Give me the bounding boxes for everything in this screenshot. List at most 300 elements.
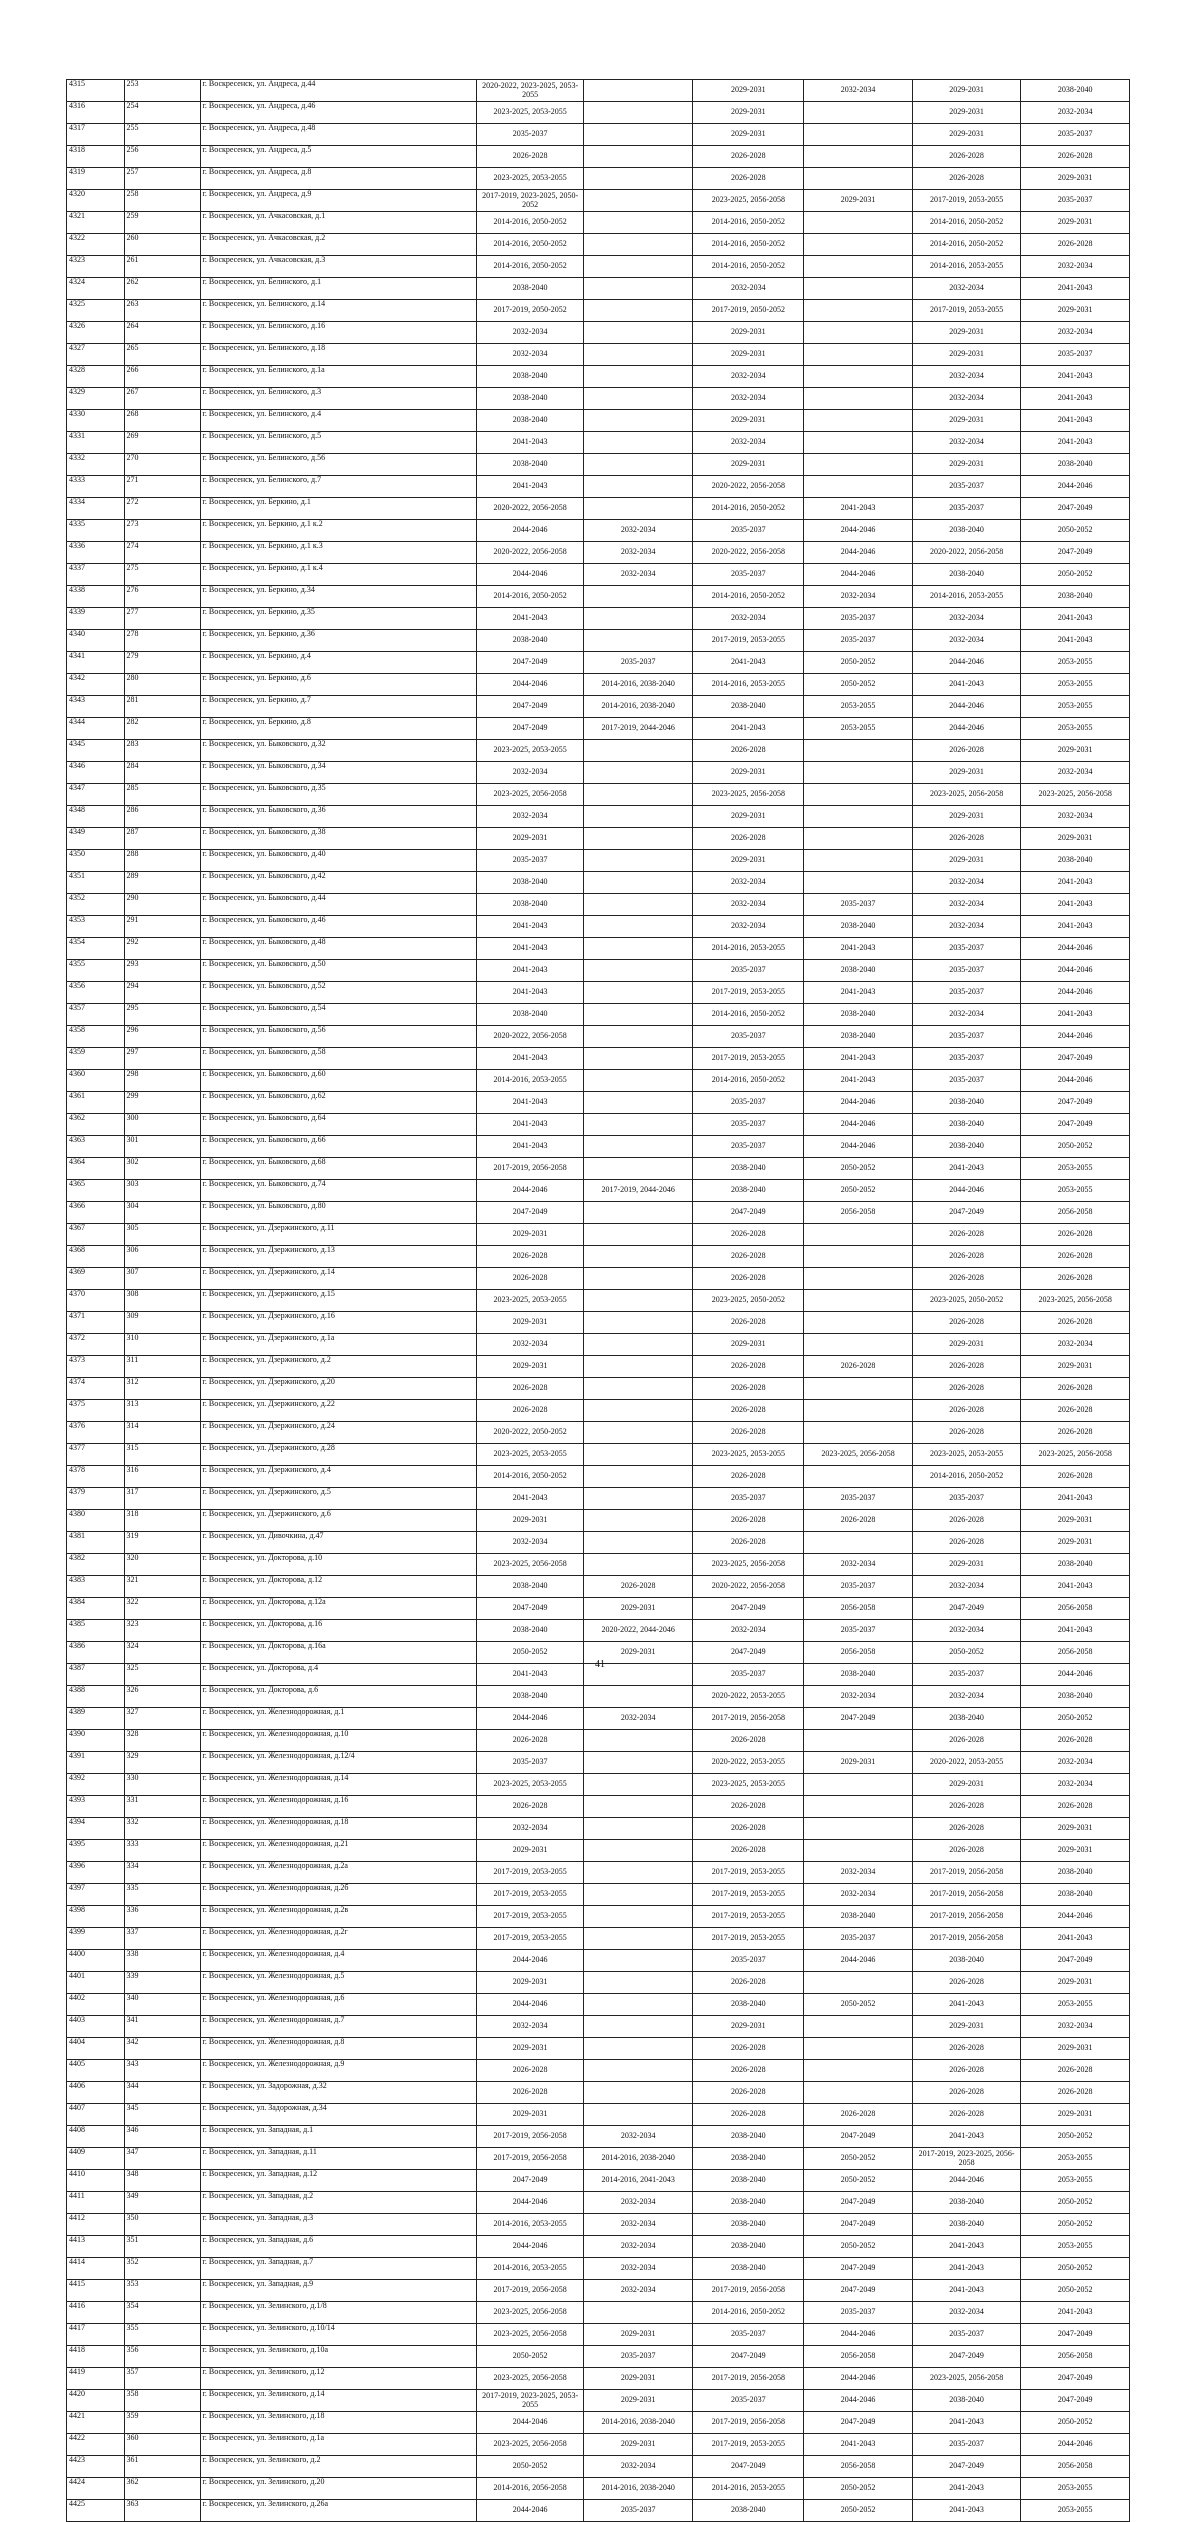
- period-6-cell: 2029-2031: [1021, 1972, 1130, 1994]
- address-cell: г. Воскресенск, ул. Беркино, д.1 к.4: [200, 564, 477, 586]
- row-id-cell: 4325: [67, 300, 125, 322]
- address-cell: г. Воскресенск, ул. Докторова, д.16а: [200, 1642, 477, 1664]
- period-1-cell: 2041-2043: [477, 1664, 583, 1686]
- row-id-cell: 4395: [67, 1840, 125, 1862]
- period-3-cell: 2038-2040: [693, 696, 804, 718]
- period-3-cell: 2017-2019, 2056-2058: [693, 2280, 804, 2302]
- period-6-cell: 2053-2055: [1021, 1180, 1130, 1202]
- period-3-cell: 2038-2040: [693, 2170, 804, 2192]
- period-2-cell: [583, 344, 693, 366]
- table-row: [67, 1840, 1130, 1862]
- row-id-cell: 4319: [67, 168, 125, 190]
- table-row: [67, 894, 1130, 916]
- address-cell: г. Воскресенск, ул. Быковского, д.48: [200, 938, 477, 960]
- period-3-cell: 2026-2028: [693, 2104, 804, 2126]
- row-id-cell: 4403: [67, 2016, 125, 2038]
- period-5-cell: 2029-2031: [912, 2016, 1021, 2038]
- period-5-cell: 2017-2019, 2056-2058: [912, 1862, 1021, 1884]
- period-4-cell: 2044-2046: [804, 1950, 913, 1972]
- row-seq-cell: 353: [124, 2280, 200, 2302]
- row-id-cell: 4389: [67, 1708, 125, 1730]
- row-id-cell: 4323: [67, 256, 125, 278]
- period-1-cell: 2038-2040: [477, 388, 583, 410]
- row-seq-cell: 293: [124, 960, 200, 982]
- period-4-cell: 2056-2058: [804, 1642, 913, 1664]
- period-6-cell: 2035-2037: [1021, 344, 1130, 366]
- period-1-cell: 2044-2046: [477, 564, 583, 586]
- period-1-cell: 2032-2034: [477, 806, 583, 828]
- address-cell: г. Воскресенск, ул. Задорожная, д.32: [200, 2082, 477, 2104]
- period-6-cell: 2041-2043: [1021, 608, 1130, 630]
- period-5-cell: 2029-2031: [912, 124, 1021, 146]
- address-cell: г. Воскресенск, ул. Беркино, д.4: [200, 652, 477, 674]
- period-5-cell: 2014-2016, 2050-2052: [912, 212, 1021, 234]
- period-6-cell: 2041-2043: [1021, 916, 1130, 938]
- table-row: [67, 762, 1130, 784]
- row-id-cell: 4415: [67, 2280, 125, 2302]
- address-cell: г. Воскресенск, ул. Дзержинского, д.5: [200, 1488, 477, 1510]
- period-2-cell: 2029-2031: [583, 2390, 693, 2412]
- period-2-cell: [583, 256, 693, 278]
- period-1-cell: 2026-2028: [477, 1246, 583, 1268]
- period-1-cell: 2020-2022, 2023-2025, 2053-2055: [477, 80, 583, 102]
- period-3-cell: 2023-2025, 2056-2058: [693, 1554, 804, 1576]
- period-6-cell: 2032-2034: [1021, 1334, 1130, 1356]
- table-row: [67, 344, 1130, 366]
- period-3-cell: 2035-2037: [693, 1950, 804, 1972]
- table-row: [67, 1070, 1130, 1092]
- row-seq-cell: 266: [124, 366, 200, 388]
- period-3-cell: 2017-2019, 2053-2055: [693, 1048, 804, 1070]
- address-cell: г. Воскресенск, ул. Дивочкина, д.47: [200, 1532, 477, 1554]
- period-3-cell: 2017-2019, 2053-2055: [693, 1906, 804, 1928]
- period-5-cell: 2026-2028: [912, 1246, 1021, 1268]
- period-5-cell: 2041-2043: [912, 1158, 1021, 1180]
- period-1-cell: 2047-2049: [477, 2170, 583, 2192]
- row-seq-cell: 352: [124, 2258, 200, 2280]
- table-row: [67, 1466, 1130, 1488]
- period-1-cell: 2023-2025, 2053-2055: [477, 102, 583, 124]
- period-3-cell: 2032-2034: [693, 916, 804, 938]
- period-2-cell: 2020-2022, 2044-2046: [583, 1620, 693, 1642]
- period-6-cell: 2032-2034: [1021, 2016, 1130, 2038]
- period-2-cell: 2014-2016, 2041-2043: [583, 2170, 693, 2192]
- period-4-cell: [804, 872, 913, 894]
- period-5-cell: 2029-2031: [912, 1774, 1021, 1796]
- period-2-cell: 2032-2034: [583, 564, 693, 586]
- period-3-cell: 2017-2019, 2056-2058: [693, 2368, 804, 2390]
- period-1-cell: 2017-2019, 2056-2058: [477, 2280, 583, 2302]
- row-id-cell: 4398: [67, 1906, 125, 1928]
- table-row: [67, 146, 1130, 168]
- table-row: [67, 498, 1130, 520]
- table-row: [67, 1884, 1130, 1906]
- table-row: [67, 1774, 1130, 1796]
- period-2-cell: [583, 608, 693, 630]
- period-3-cell: 2017-2019, 2053-2055: [693, 1928, 804, 1950]
- period-4-cell: [804, 432, 913, 454]
- period-2-cell: 2014-2016, 2038-2040: [583, 2412, 693, 2434]
- period-3-cell: 2032-2034: [693, 608, 804, 630]
- period-4-cell: 2044-2046: [804, 1136, 913, 1158]
- period-3-cell: 2035-2037: [693, 564, 804, 586]
- period-3-cell: 2023-2025, 2050-2052: [693, 1290, 804, 1312]
- address-cell: г. Воскресенск, ул. Зелинского, д.18: [200, 2412, 477, 2434]
- address-cell: г. Воскресенск, ул. Западная, д.2: [200, 2192, 477, 2214]
- period-1-cell: 2041-2043: [477, 1114, 583, 1136]
- row-id-cell: 4317: [67, 124, 125, 146]
- period-5-cell: 2038-2040: [912, 564, 1021, 586]
- table-row: [67, 1136, 1130, 1158]
- period-1-cell: 2032-2034: [477, 1532, 583, 1554]
- period-2-cell: [583, 1466, 693, 1488]
- period-5-cell: 2035-2037: [912, 2434, 1021, 2456]
- table-row: [67, 2148, 1130, 2170]
- row-id-cell: 4378: [67, 1466, 125, 1488]
- row-seq-cell: 277: [124, 608, 200, 630]
- row-seq-cell: 295: [124, 1004, 200, 1026]
- table-row: [67, 1202, 1130, 1224]
- address-cell: г. Воскресенск, ул. Западная, д.3: [200, 2214, 477, 2236]
- address-cell: г. Воскресенск, ул. Быковского, д.60: [200, 1070, 477, 1092]
- period-4-cell: 2035-2037: [804, 1928, 913, 1950]
- period-4-cell: 2053-2055: [804, 696, 913, 718]
- row-seq-cell: 280: [124, 674, 200, 696]
- period-6-cell: 2056-2058: [1021, 1598, 1130, 1620]
- period-3-cell: 2014-2016, 2050-2052: [693, 1004, 804, 1026]
- period-2-cell: [583, 1070, 693, 1092]
- period-1-cell: 2044-2046: [477, 2236, 583, 2258]
- period-6-cell: 2053-2055: [1021, 674, 1130, 696]
- table-row: [67, 520, 1130, 542]
- period-6-cell: 2053-2055: [1021, 1994, 1130, 2016]
- period-6-cell: 2032-2034: [1021, 1774, 1130, 1796]
- table-row: [67, 2060, 1130, 2082]
- row-id-cell: 4340: [67, 630, 125, 652]
- table-row: [67, 1092, 1130, 1114]
- table-row: [67, 1994, 1130, 2016]
- period-2-cell: [583, 2104, 693, 2126]
- period-3-cell: 2014-2016, 2050-2052: [693, 212, 804, 234]
- period-5-cell: 2032-2034: [912, 278, 1021, 300]
- period-3-cell: 2029-2031: [693, 322, 804, 344]
- period-6-cell: 2056-2058: [1021, 1202, 1130, 1224]
- period-4-cell: 2041-2043: [804, 1048, 913, 1070]
- table-row: [67, 674, 1130, 696]
- row-id-cell: 4401: [67, 1972, 125, 1994]
- period-5-cell: 2044-2046: [912, 652, 1021, 674]
- period-4-cell: [804, 2060, 913, 2082]
- table-row: [67, 872, 1130, 894]
- period-3-cell: 2026-2028: [693, 1818, 804, 1840]
- row-seq-cell: 274: [124, 542, 200, 564]
- period-4-cell: [804, 1796, 913, 1818]
- period-5-cell: 2014-2016, 2050-2052: [912, 234, 1021, 256]
- period-3-cell: 2014-2016, 2050-2052: [693, 1070, 804, 1092]
- period-2-cell: [583, 630, 693, 652]
- period-6-cell: 2029-2031: [1021, 300, 1130, 322]
- period-6-cell: 2053-2055: [1021, 2478, 1130, 2500]
- period-3-cell: 2035-2037: [693, 960, 804, 982]
- address-cell: г. Воскресенск, ул. Железнодорожная, д.2г: [200, 1928, 477, 1950]
- period-6-cell: 2041-2043: [1021, 630, 1130, 652]
- row-seq-cell: 331: [124, 1796, 200, 1818]
- address-cell: г. Воскресенск, ул. Быковского, д.38: [200, 828, 477, 850]
- period-6-cell: 2044-2046: [1021, 938, 1130, 960]
- period-3-cell: 2026-2028: [693, 168, 804, 190]
- period-2-cell: [583, 410, 693, 432]
- period-6-cell: 2026-2028: [1021, 146, 1130, 168]
- period-2-cell: 2032-2034: [583, 2126, 693, 2148]
- period-2-cell: 2029-2031: [583, 2368, 693, 2390]
- row-seq-cell: 323: [124, 1620, 200, 1642]
- address-cell: г. Воскресенск, ул. Западная, д.12: [200, 2170, 477, 2192]
- period-5-cell: 2014-2016, 2050-2052: [912, 1466, 1021, 1488]
- row-seq-cell: 255: [124, 124, 200, 146]
- period-6-cell: 2038-2040: [1021, 80, 1130, 102]
- period-2-cell: [583, 1136, 693, 1158]
- row-seq-cell: 273: [124, 520, 200, 542]
- row-id-cell: 4332: [67, 454, 125, 476]
- table-row: [67, 696, 1130, 718]
- address-cell: г. Воскресенск, ул. Быковского, д.36: [200, 806, 477, 828]
- period-6-cell: 2026-2028: [1021, 234, 1130, 256]
- period-3-cell: 2026-2028: [693, 1312, 804, 1334]
- row-seq-cell: 345: [124, 2104, 200, 2126]
- row-id-cell: 4333: [67, 476, 125, 498]
- row-seq-cell: 268: [124, 410, 200, 432]
- period-3-cell: 2038-2040: [693, 2126, 804, 2148]
- row-seq-cell: 338: [124, 1950, 200, 1972]
- table-row: [67, 938, 1130, 960]
- row-seq-cell: 322: [124, 1598, 200, 1620]
- period-4-cell: 2056-2058: [804, 1598, 913, 1620]
- period-6-cell: 2023-2025, 2056-2058: [1021, 1444, 1130, 1466]
- period-2-cell: [583, 916, 693, 938]
- address-cell: г. Воскресенск, ул. Дзержинского, д.6: [200, 1510, 477, 1532]
- period-6-cell: 2038-2040: [1021, 1884, 1130, 1906]
- period-6-cell: 2029-2031: [1021, 212, 1130, 234]
- row-seq-cell: 330: [124, 1774, 200, 1796]
- table-row: [67, 2192, 1130, 2214]
- period-1-cell: 2020-2022, 2056-2058: [477, 542, 583, 564]
- row-id-cell: 4336: [67, 542, 125, 564]
- row-id-cell: 4342: [67, 674, 125, 696]
- period-6-cell: 2041-2043: [1021, 278, 1130, 300]
- period-4-cell: 2050-2052: [804, 674, 913, 696]
- period-6-cell: 2029-2031: [1021, 1356, 1130, 1378]
- row-id-cell: 4367: [67, 1224, 125, 1246]
- table-row: [67, 1796, 1130, 1818]
- period-3-cell: 2029-2031: [693, 454, 804, 476]
- period-3-cell: 2020-2022, 2056-2058: [693, 1576, 804, 1598]
- table-row: [67, 1862, 1130, 1884]
- period-1-cell: 2014-2016, 2050-2052: [477, 234, 583, 256]
- period-2-cell: [583, 102, 693, 124]
- address-cell: г. Воскресенск, ул. Быковского, д.66: [200, 1136, 477, 1158]
- period-4-cell: [804, 1818, 913, 1840]
- period-3-cell: 2026-2028: [693, 1510, 804, 1532]
- period-6-cell: 2050-2052: [1021, 2258, 1130, 2280]
- row-id-cell: 4347: [67, 784, 125, 806]
- period-2-cell: [583, 2038, 693, 2060]
- row-id-cell: 4326: [67, 322, 125, 344]
- period-6-cell: 2032-2034: [1021, 762, 1130, 784]
- period-6-cell: 2041-2043: [1021, 2302, 1130, 2324]
- period-1-cell: 2014-2016, 2050-2052: [477, 1466, 583, 1488]
- row-id-cell: 4343: [67, 696, 125, 718]
- period-5-cell: 2026-2028: [912, 740, 1021, 762]
- period-5-cell: 2029-2031: [912, 80, 1021, 102]
- period-1-cell: 2029-2031: [477, 2104, 583, 2126]
- row-seq-cell: 281: [124, 696, 200, 718]
- period-1-cell: 2020-2022, 2050-2052: [477, 1422, 583, 1444]
- row-id-cell: 4338: [67, 586, 125, 608]
- row-id-cell: 4365: [67, 1180, 125, 1202]
- row-id-cell: 4370: [67, 1290, 125, 1312]
- period-5-cell: 2041-2043: [912, 2258, 1021, 2280]
- row-seq-cell: 363: [124, 2500, 200, 2522]
- period-5-cell: 2029-2031: [912, 1554, 1021, 1576]
- period-4-cell: [804, 278, 913, 300]
- row-seq-cell: 311: [124, 1356, 200, 1378]
- period-2-cell: [583, 1026, 693, 1048]
- period-2-cell: 2029-2031: [583, 1642, 693, 1664]
- table-row: [67, 652, 1130, 674]
- period-6-cell: 2053-2055: [1021, 2236, 1130, 2258]
- period-3-cell: 2041-2043: [693, 652, 804, 674]
- row-id-cell: 4348: [67, 806, 125, 828]
- period-6-cell: 2041-2043: [1021, 872, 1130, 894]
- address-cell: г. Воскресенск, ул. Железнодорожная, д.4: [200, 1950, 477, 1972]
- period-6-cell: 2041-2043: [1021, 1488, 1130, 1510]
- period-2-cell: [583, 1818, 693, 1840]
- period-1-cell: 2026-2028: [477, 1400, 583, 1422]
- period-5-cell: 2032-2034: [912, 2302, 1021, 2324]
- period-1-cell: 2026-2028: [477, 1730, 583, 1752]
- period-5-cell: 2038-2040: [912, 2390, 1021, 2412]
- period-1-cell: 2038-2040: [477, 454, 583, 476]
- table-row: [67, 542, 1130, 564]
- period-4-cell: 2044-2046: [804, 1114, 913, 1136]
- row-id-cell: 4330: [67, 410, 125, 432]
- address-cell: г. Воскресенск, ул. Железнодорожная, д.2б: [200, 1884, 477, 1906]
- period-1-cell: 2017-2019, 2023-2025, 2053-2055: [477, 2390, 583, 2412]
- period-2-cell: [583, 872, 693, 894]
- period-1-cell: 2035-2037: [477, 1752, 583, 1774]
- period-1-cell: 2047-2049: [477, 652, 583, 674]
- address-cell: г. Воскресенск, ул. Западная, д.6: [200, 2236, 477, 2258]
- period-5-cell: 2026-2028: [912, 168, 1021, 190]
- period-6-cell: 2035-2037: [1021, 124, 1130, 146]
- table-row: [67, 1048, 1130, 1070]
- period-5-cell: 2032-2034: [912, 872, 1021, 894]
- address-cell: г. Воскресенск, ул. Быковского, д.62: [200, 1092, 477, 1114]
- address-cell: г. Воскресенск, ул. Зелинского, д.1/8: [200, 2302, 477, 2324]
- address-cell: г. Воскресенск, ул. Ачкасовская, д.3: [200, 256, 477, 278]
- period-5-cell: 2032-2034: [912, 1576, 1021, 1598]
- row-seq-cell: 355: [124, 2324, 200, 2346]
- row-seq-cell: 328: [124, 1730, 200, 1752]
- table-row: [67, 2280, 1130, 2302]
- period-6-cell: 2050-2052: [1021, 2126, 1130, 2148]
- row-seq-cell: 356: [124, 2346, 200, 2368]
- period-4-cell: [804, 1246, 913, 1268]
- table-row: [67, 1488, 1130, 1510]
- period-5-cell: 2035-2037: [912, 1048, 1021, 1070]
- address-cell: г. Воскресенск, ул. Железнодорожная, д.2а: [200, 1862, 477, 1884]
- row-id-cell: 4423: [67, 2456, 125, 2478]
- period-1-cell: 2038-2040: [477, 410, 583, 432]
- period-5-cell: 2041-2043: [912, 1994, 1021, 2016]
- row-seq-cell: 342: [124, 2038, 200, 2060]
- period-2-cell: [583, 1356, 693, 1378]
- period-2-cell: [583, 938, 693, 960]
- table-row: [67, 2126, 1130, 2148]
- period-5-cell: 2032-2034: [912, 1620, 1021, 1642]
- period-4-cell: 2047-2049: [804, 2258, 913, 2280]
- row-id-cell: 4377: [67, 1444, 125, 1466]
- period-3-cell: 2023-2025, 2053-2055: [693, 1444, 804, 1466]
- row-seq-cell: 261: [124, 256, 200, 278]
- address-cell: г. Воскресенск, ул. Быковского, д.80: [200, 1202, 477, 1224]
- period-4-cell: 2056-2058: [804, 2346, 913, 2368]
- period-5-cell: 2026-2028: [912, 1400, 1021, 1422]
- period-5-cell: 2041-2043: [912, 2126, 1021, 2148]
- table-row: [67, 256, 1130, 278]
- period-3-cell: 2029-2031: [693, 850, 804, 872]
- period-2-cell: [583, 124, 693, 146]
- period-1-cell: 2023-2025, 2056-2058: [477, 2324, 583, 2346]
- period-6-cell: 2050-2052: [1021, 1708, 1130, 1730]
- period-1-cell: 2029-2031: [477, 828, 583, 850]
- period-1-cell: 2041-2043: [477, 982, 583, 1004]
- row-id-cell: 4419: [67, 2368, 125, 2390]
- period-4-cell: 2050-2052: [804, 1158, 913, 1180]
- period-6-cell: 2035-2037: [1021, 190, 1130, 212]
- period-4-cell: [804, 1774, 913, 1796]
- period-1-cell: 2047-2049: [477, 696, 583, 718]
- period-6-cell: 2053-2055: [1021, 2500, 1130, 2522]
- row-seq-cell: 327: [124, 1708, 200, 1730]
- period-1-cell: 2014-2016, 2050-2052: [477, 256, 583, 278]
- period-2-cell: [583, 1444, 693, 1466]
- row-seq-cell: 303: [124, 1180, 200, 1202]
- address-cell: г. Воскресенск, ул. Докторова, д.4: [200, 1664, 477, 1686]
- period-2-cell: [583, 1290, 693, 1312]
- period-5-cell: 2032-2034: [912, 894, 1021, 916]
- row-seq-cell: 275: [124, 564, 200, 586]
- period-2-cell: [583, 1400, 693, 1422]
- period-1-cell: 2014-2016, 2053-2055: [477, 2258, 583, 2280]
- period-3-cell: 2038-2040: [693, 2192, 804, 2214]
- period-2-cell: [583, 1862, 693, 1884]
- period-2-cell: 2014-2016, 2038-2040: [583, 696, 693, 718]
- row-id-cell: 4409: [67, 2148, 125, 2170]
- period-4-cell: [804, 1730, 913, 1752]
- period-2-cell: 2026-2028: [583, 1576, 693, 1598]
- period-6-cell: 2050-2052: [1021, 1136, 1130, 1158]
- address-cell: г. Воскресенск, ул. Быковского, д.35: [200, 784, 477, 806]
- row-seq-cell: 350: [124, 2214, 200, 2236]
- period-4-cell: 2047-2049: [804, 2280, 913, 2302]
- period-6-cell: 2029-2031: [1021, 1510, 1130, 1532]
- period-3-cell: 2032-2034: [693, 432, 804, 454]
- period-3-cell: 2014-2016, 2050-2052: [693, 2302, 804, 2324]
- period-5-cell: 2026-2028: [912, 828, 1021, 850]
- period-4-cell: [804, 476, 913, 498]
- period-6-cell: 2029-2031: [1021, 1818, 1130, 1840]
